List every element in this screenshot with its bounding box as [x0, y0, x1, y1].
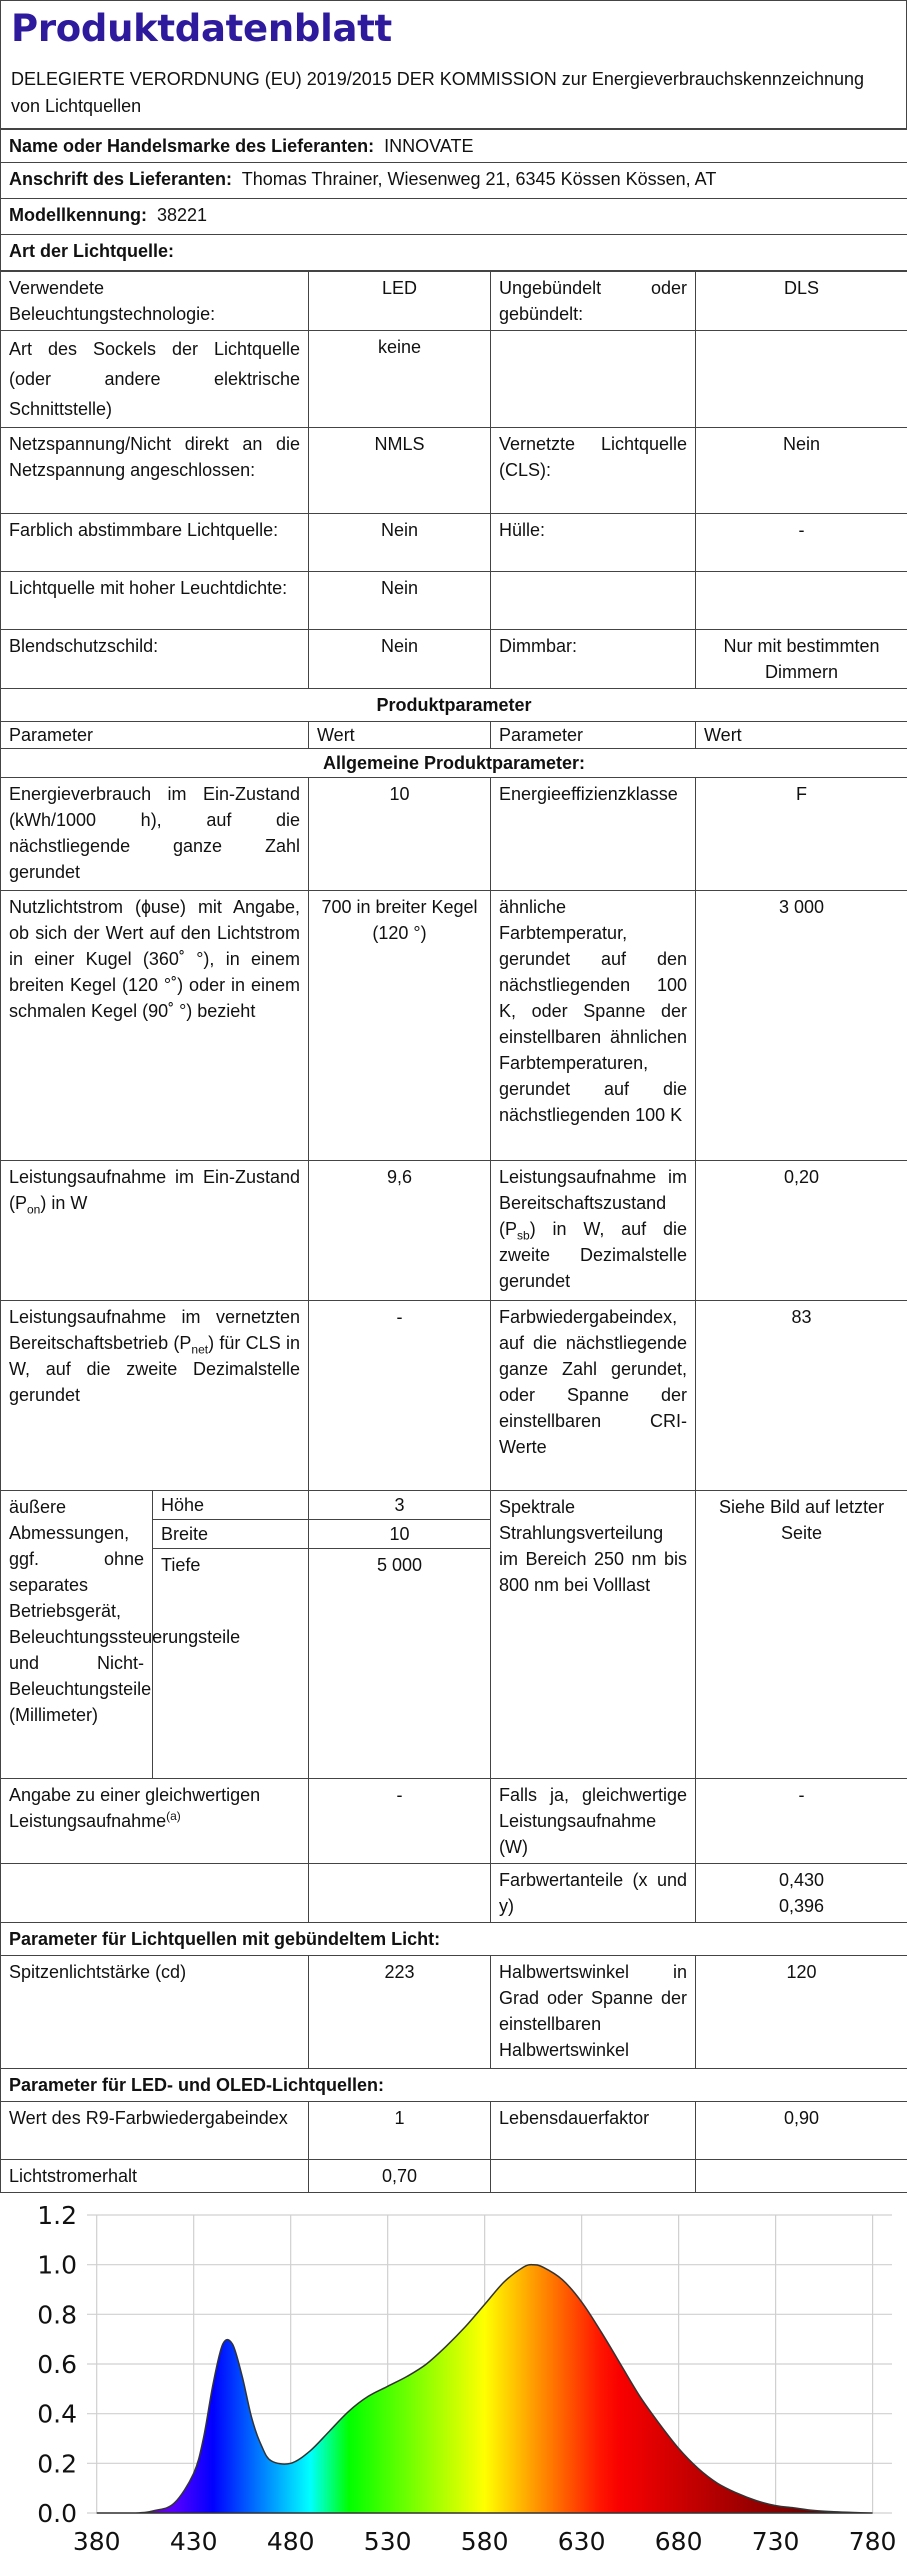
y-tick-label: 1.0 — [37, 2250, 77, 2280]
x-tick-label: 530 — [363, 2527, 412, 2556]
table-row: Wert des R9-Farbwiedergabeindex 1 Lebensdauerfaktor 0,90 — [1, 2102, 907, 2160]
x-tick-label: 730 — [751, 2527, 800, 2556]
table-row: Art des Sockels der Lichtquelle (oder andere elektrische Schnittstelle) keine — [1, 331, 907, 428]
table-row: Verwendete Beleuchtungstechnologie: LED Ungebündelt oder gebündelt: DLS — [1, 272, 907, 331]
dimensions-row: äußere Abmessungen, ggf. ohne separates Betriebsgerät, Beleuchtungssteuerungsteile und Nicht-Beleuchtungsteile (Millimeter) Höhe 3 Spektrale Strahlungsverteilung im Bereich 250 nm bis 800 nm bei Volllast Siehe Bild auf letzter Seite — [1, 1491, 907, 1520]
y-tick-label: 0.8 — [37, 2300, 77, 2330]
table-row: Blendschutzschild: Nein Dimmbar: Nur mit bestimmten Dimmern — [1, 630, 907, 689]
table-row: Netzspannung/Nicht direkt an die Netzspannung angeschlossen: NMLS Vernetzte Lichtquelle (CLS): Nein — [1, 428, 907, 514]
y-tick-label: 0.6 — [37, 2350, 77, 2379]
table-row: Farblich abstimmbare Lichtquelle: Nein Hülle: - — [1, 514, 907, 572]
light-type-header: Art der Lichtquelle: — [1, 235, 907, 271]
y-tick-label: 0.0 — [37, 2499, 77, 2528]
x-tick-label: 780 — [848, 2527, 897, 2556]
address-row: Anschrift des Lieferanten: Thomas Thrainer, Wiesenweg 21, 6345 Kössen Kössen, AT — [1, 163, 907, 199]
table-row: Farbwertanteile (x und y) 0,430 0,396 — [1, 1864, 907, 1923]
x-tick-label: 380 — [72, 2527, 121, 2556]
table-row: Lichtstromerhalt 0,70 — [1, 2160, 907, 2193]
product-params-header: Produktparameter — [1, 689, 907, 722]
table-row: Spitzenlichtstärke (cd) 223 Halbwertswinkel in Grad oder Spanne der einstellbaren Halbwertswinkel 120 — [1, 1956, 907, 2069]
directional-params-header: Parameter für Lichtquellen mit gebündeltem Licht: — [1, 1923, 907, 1956]
table-row: Nutzlichtstrom (ɸuse) mit Angabe, ob sich der Wert auf den Lichtstrom in einer Kugel (360˚ °), in einem breiten Kegel (120 °˚) oder in einem schmalen Kegel (90˚ °) bezieht 700 in breiter Kegel (120 °) ähnliche Farbtemperatur, gerundet auf den nächstliegenden 100 K, oder Spanne der einstellbaren ähnlichen Farbtemperaturen, gerundet auf die nächstliegenden 100 K 3 000 — [1, 891, 907, 1161]
led-params-header: Parameter für LED- und OLED-Lichtquellen: — [1, 2069, 907, 2102]
dimensions-label: äußere Abmessungen, ggf. ohne separates Betriebsgerät, Beleuchtungssteuerungsteile und Nicht-Beleuchtungsteile (Millimeter) — [1, 1491, 153, 1779]
general-params-header: Allgemeine Produktparameter: — [1, 749, 907, 778]
x-tick-label: 480 — [266, 2527, 315, 2556]
supplier-row: Name oder Handelsmarke des Lieferanten: INNOVATE — [1, 130, 907, 163]
table-row: Lichtquelle mit hoher Leuchtdichte: Nein — [1, 572, 907, 630]
model-row: Modellkennung: 38221 — [1, 199, 907, 235]
spectral-distribution-chart — [0, 2195, 907, 2560]
table-row: Energieverbrauch im Ein-Zustand (kWh/1000 h), auf die nächstliegende ganze Zahl gerundet 10 Energieeffizienzklasse F — [1, 778, 907, 891]
document-subtitle: DELEGIERTE VERORDNUNG (EU) 2019/2015 DER KOMMISSION zur Energieverbrauchskennzeichnung von Lichtquellen — [0, 56, 907, 129]
y-tick-label: 0.4 — [37, 2399, 77, 2429]
document-title: Produktdatenblatt — [0, 0, 907, 56]
y-tick-label: 1.2 — [37, 2201, 77, 2230]
x-tick-label: 580 — [460, 2527, 509, 2556]
dimensions-row: Tiefe 5 000 — [1, 1549, 907, 1779]
table-row: Angabe zu einer gleichwertigen Leistungsaufnahme$^{(a)}$ - Falls ja, gleichwertige Leistungsaufnahme (W) - — [1, 1779, 907, 1864]
y-tick-label: 0.2 — [37, 2449, 77, 2479]
x-tick-label: 430 — [169, 2527, 218, 2556]
column-header-row: Parameter Wert Parameter Wert — [1, 722, 907, 749]
dimensions-row: Breite 10 — [1, 1520, 907, 1549]
table-row: Leistungsaufnahme im Ein-Zustand $(P_{on})$ in W 9,6 Leistungsaufnahme im Bereitschaftszustand $(P_{sb})$ in W, auf die zweite Dezimalstelle gerundet 0,20 — [1, 1161, 907, 1301]
x-tick-label: 630 — [557, 2527, 606, 2556]
supplier-table — [0, 129, 907, 271]
parameter-table — [0, 271, 907, 2193]
x-tick-label: 680 — [654, 2527, 703, 2556]
table-row: Leistungsaufnahme im vernetzten Bereitschaftsbetrieb $(P_{net})$ für CLS in W, auf die zweite Dezimalstelle gerundet - Farbwiedergabeindex, auf die nächstliegende ganze Zahl gerundet, oder Spanne der einstellbaren CRI-Werte 83 — [1, 1301, 907, 1491]
